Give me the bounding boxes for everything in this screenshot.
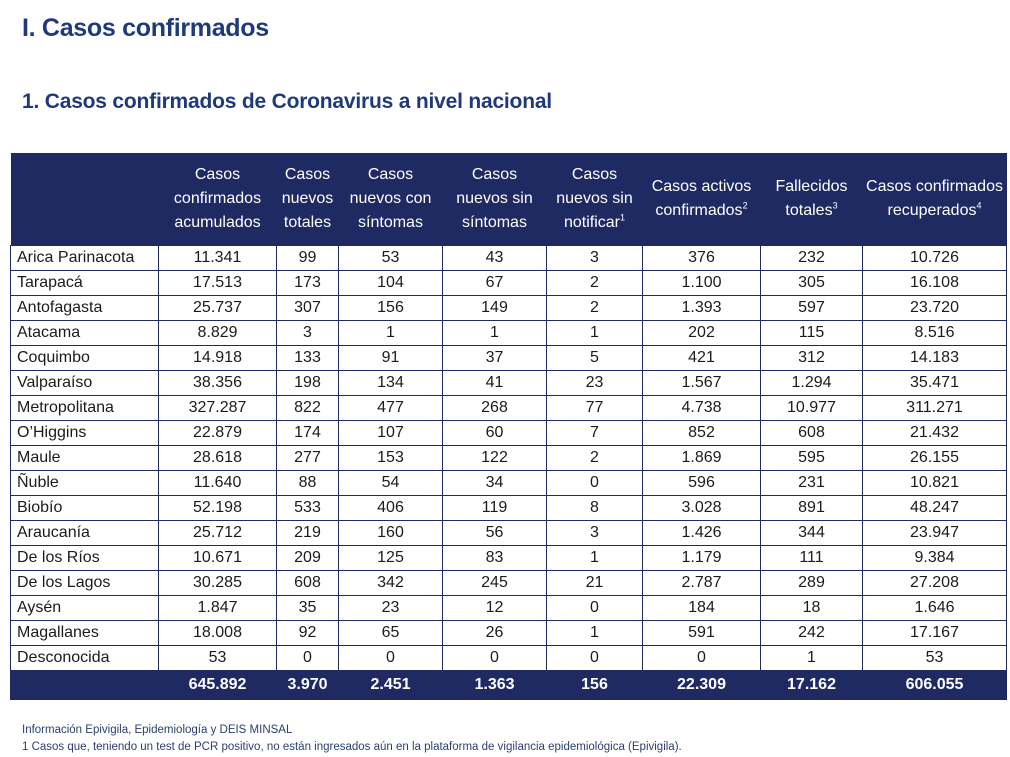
value-cell: 3	[547, 521, 643, 546]
value-cell: 608	[277, 571, 339, 596]
value-cell: 11.341	[159, 246, 277, 271]
column-header-7	[761, 153, 863, 246]
value-cell: 1.567	[643, 371, 761, 396]
value-cell: 26	[443, 621, 547, 646]
value-cell: 1.847	[159, 596, 277, 621]
region-name-cell: Magallanes	[11, 621, 159, 646]
value-cell: 1	[547, 546, 643, 571]
column-header-label: Casos confirmados acumulados	[173, 166, 262, 231]
value-cell: 342	[339, 571, 443, 596]
value-cell: 111	[761, 546, 863, 571]
total-cell: 156	[547, 671, 643, 700]
value-cell: 122	[443, 446, 547, 471]
region-name-cell: Maule	[11, 446, 159, 471]
footnote-1: 1 Casos que, teniendo un test de PCR positivo, no están ingresados aún en la plataforma de vigilancia epidemiológica (Epivigila).	[22, 741, 682, 753]
region-name-cell: Desconocida	[11, 646, 159, 671]
value-cell: 4.738	[643, 396, 761, 421]
value-cell: 115	[761, 321, 863, 346]
value-cell: 153	[339, 446, 443, 471]
value-cell: 133	[277, 346, 339, 371]
value-cell: 65	[339, 621, 443, 646]
value-cell: 149	[443, 296, 547, 321]
value-cell: 174	[277, 421, 339, 446]
value-cell: 30.285	[159, 571, 277, 596]
total-cell: 22.309	[643, 671, 761, 700]
total-cell: 17.162	[761, 671, 863, 700]
region-name-cell: De los Lagos	[11, 571, 159, 596]
column-header-label: Casos confirmados recuperados	[866, 178, 1003, 219]
value-cell: 43	[443, 246, 547, 271]
value-cell: 53	[159, 646, 277, 671]
value-cell: 23	[547, 371, 643, 396]
total-cell: 2.451	[339, 671, 443, 700]
table-row	[11, 646, 1007, 671]
column-header-label: Fallecidos totales	[775, 178, 848, 219]
value-cell: 245	[443, 571, 547, 596]
value-cell: 17.167	[863, 621, 1007, 646]
value-cell: 48.247	[863, 496, 1007, 521]
value-cell: 198	[277, 371, 339, 396]
region-name-cell: Biobío	[11, 496, 159, 521]
totals-row	[11, 671, 1007, 700]
value-cell: 67	[443, 271, 547, 296]
value-cell: 1.869	[643, 446, 761, 471]
table-row	[11, 496, 1007, 521]
table-header-row	[11, 153, 1007, 246]
value-cell: 533	[277, 496, 339, 521]
value-cell: 34	[443, 471, 547, 496]
value-cell: 10.671	[159, 546, 277, 571]
value-cell: 1.179	[643, 546, 761, 571]
value-cell: 8.829	[159, 321, 277, 346]
table-row	[11, 571, 1007, 596]
value-cell: 99	[277, 246, 339, 271]
column-header-1	[159, 153, 277, 246]
source-note: Información Epivigila, Epidemiología y DEIS MINSAL	[22, 724, 293, 736]
value-cell: 3.028	[643, 496, 761, 521]
value-cell: 17.513	[159, 271, 277, 296]
value-cell: 2	[547, 296, 643, 321]
value-cell: 1.646	[863, 596, 1007, 621]
table-row	[11, 446, 1007, 471]
table-row	[11, 546, 1007, 571]
value-cell: 22.879	[159, 421, 277, 446]
value-cell: 5	[547, 346, 643, 371]
value-cell: 477	[339, 396, 443, 421]
total-cell: 645.892	[159, 671, 277, 700]
region-name-cell: Ñuble	[11, 471, 159, 496]
table-row	[11, 321, 1007, 346]
column-header-6	[643, 153, 761, 246]
value-cell: 104	[339, 271, 443, 296]
value-cell: 219	[277, 521, 339, 546]
value-cell: 1	[547, 621, 643, 646]
value-cell: 38.356	[159, 371, 277, 396]
value-cell: 8	[547, 496, 643, 521]
table-row	[11, 471, 1007, 496]
value-cell: 119	[443, 496, 547, 521]
value-cell: 77	[547, 396, 643, 421]
total-cell: 1.363	[443, 671, 547, 700]
value-cell: 52.198	[159, 496, 277, 521]
value-cell: 232	[761, 246, 863, 271]
total-cell	[11, 671, 159, 700]
value-cell: 289	[761, 571, 863, 596]
value-cell: 27.208	[863, 571, 1007, 596]
table-row	[11, 621, 1007, 646]
column-header-2	[277, 153, 339, 246]
value-cell: 41	[443, 371, 547, 396]
column-header-label: Casos activos confirmados	[651, 178, 752, 219]
value-cell: 277	[277, 446, 339, 471]
value-cell: 231	[761, 471, 863, 496]
region-name-cell: Aysén	[11, 596, 159, 621]
footnote-marker: 4	[976, 200, 982, 211]
value-cell: 14.183	[863, 346, 1007, 371]
value-cell: 28.618	[159, 446, 277, 471]
region-name-cell: De los Ríos	[11, 546, 159, 571]
value-cell: 25.737	[159, 296, 277, 321]
value-cell: 0	[547, 471, 643, 496]
value-cell: 344	[761, 521, 863, 546]
total-cell: 606.055	[863, 671, 1007, 700]
region-name-cell: O’Higgins	[11, 421, 159, 446]
value-cell: 23.720	[863, 296, 1007, 321]
value-cell: 312	[761, 346, 863, 371]
value-cell: 376	[643, 246, 761, 271]
value-cell: 16.108	[863, 271, 1007, 296]
value-cell: 852	[643, 421, 761, 446]
value-cell: 184	[643, 596, 761, 621]
table-row	[11, 296, 1007, 321]
value-cell: 10.977	[761, 396, 863, 421]
table-row	[11, 371, 1007, 396]
value-cell: 1	[339, 321, 443, 346]
value-cell: 1	[443, 321, 547, 346]
value-cell: 91	[339, 346, 443, 371]
value-cell: 0	[277, 646, 339, 671]
value-cell: 3	[547, 246, 643, 271]
value-cell: 3	[277, 321, 339, 346]
column-header-5	[547, 153, 643, 246]
value-cell: 0	[443, 646, 547, 671]
footnote-marker: 3	[832, 200, 838, 211]
value-cell: 107	[339, 421, 443, 446]
value-cell: 406	[339, 496, 443, 521]
region-name-cell: Valparaíso	[11, 371, 159, 396]
column-header-3	[339, 153, 443, 246]
value-cell: 608	[761, 421, 863, 446]
table-row	[11, 521, 1007, 546]
value-cell: 822	[277, 396, 339, 421]
value-cell: 9.384	[863, 546, 1007, 571]
value-cell: 26.155	[863, 446, 1007, 471]
table-row	[11, 346, 1007, 371]
cases-table	[10, 153, 1007, 700]
value-cell: 56	[443, 521, 547, 546]
value-cell: 35.471	[863, 371, 1007, 396]
value-cell: 1	[547, 321, 643, 346]
table-row	[11, 246, 1007, 271]
value-cell: 307	[277, 296, 339, 321]
region-name-cell: Tarapacá	[11, 271, 159, 296]
value-cell: 1.294	[761, 371, 863, 396]
value-cell: 173	[277, 271, 339, 296]
value-cell: 8.516	[863, 321, 1007, 346]
value-cell: 88	[277, 471, 339, 496]
value-cell: 21.432	[863, 421, 1007, 446]
value-cell: 891	[761, 496, 863, 521]
column-header-8	[863, 153, 1007, 246]
section-title: I. Casos confirmados	[22, 14, 269, 42]
column-header-label: Casos nuevos sin síntomas	[456, 166, 533, 231]
value-cell: 10.726	[863, 246, 1007, 271]
value-cell: 242	[761, 621, 863, 646]
table-row	[11, 596, 1007, 621]
value-cell: 2	[547, 446, 643, 471]
table-row	[11, 421, 1007, 446]
footnotes	[22, 722, 682, 756]
value-cell: 0	[643, 646, 761, 671]
value-cell: 156	[339, 296, 443, 321]
value-cell: 2.787	[643, 571, 761, 596]
value-cell: 305	[761, 271, 863, 296]
value-cell: 2	[547, 271, 643, 296]
region-name-cell: Araucanía	[11, 521, 159, 546]
value-cell: 1.393	[643, 296, 761, 321]
value-cell: 11.640	[159, 471, 277, 496]
value-cell: 209	[277, 546, 339, 571]
value-cell: 54	[339, 471, 443, 496]
total-cell: 3.970	[277, 671, 339, 700]
table-row	[11, 396, 1007, 421]
value-cell: 327.287	[159, 396, 277, 421]
value-cell: 597	[761, 296, 863, 321]
value-cell: 21	[547, 571, 643, 596]
value-cell: 1.426	[643, 521, 761, 546]
value-cell: 7	[547, 421, 643, 446]
value-cell: 595	[761, 446, 863, 471]
table-body	[11, 246, 1007, 671]
value-cell: 596	[643, 471, 761, 496]
region-name-cell: Antofagasta	[11, 296, 159, 321]
value-cell: 37	[443, 346, 547, 371]
value-cell: 23	[339, 596, 443, 621]
column-header-4	[443, 153, 547, 246]
value-cell: 134	[339, 371, 443, 396]
value-cell: 60	[443, 421, 547, 446]
value-cell: 268	[443, 396, 547, 421]
value-cell: 10.821	[863, 471, 1007, 496]
value-cell: 14.918	[159, 346, 277, 371]
value-cell: 18.008	[159, 621, 277, 646]
value-cell: 53	[863, 646, 1007, 671]
column-header-label: Casos nuevos totales	[281, 166, 334, 231]
value-cell: 125	[339, 546, 443, 571]
footnote-marker: 2	[742, 200, 748, 211]
region-name-cell: Coquimbo	[11, 346, 159, 371]
value-cell: 1	[761, 646, 863, 671]
value-cell: 591	[643, 621, 761, 646]
value-cell: 0	[339, 646, 443, 671]
value-cell: 53	[339, 246, 443, 271]
region-name-cell: Atacama	[11, 321, 159, 346]
value-cell: 1.100	[643, 271, 761, 296]
subsection-title: 1. Casos confirmados de Coronavirus a nivel nacional	[22, 90, 552, 113]
footnote-marker: 1	[620, 212, 626, 223]
value-cell: 202	[643, 321, 761, 346]
value-cell: 0	[547, 646, 643, 671]
value-cell: 18	[761, 596, 863, 621]
value-cell: 311.271	[863, 396, 1007, 421]
column-header-label: Casos nuevos sin notificar	[556, 166, 633, 231]
value-cell: 25.712	[159, 521, 277, 546]
value-cell: 421	[643, 346, 761, 371]
value-cell: 35	[277, 596, 339, 621]
region-name-cell: Arica Parinacota	[11, 246, 159, 271]
value-cell: 0	[547, 596, 643, 621]
table-row	[11, 271, 1007, 296]
value-cell: 83	[443, 546, 547, 571]
value-cell: 23.947	[863, 521, 1007, 546]
region-name-cell: Metropolitana	[11, 396, 159, 421]
column-header-label: Casos nuevos con síntomas	[349, 166, 432, 231]
value-cell: 92	[277, 621, 339, 646]
column-header-0	[11, 153, 159, 246]
value-cell: 160	[339, 521, 443, 546]
value-cell: 12	[443, 596, 547, 621]
